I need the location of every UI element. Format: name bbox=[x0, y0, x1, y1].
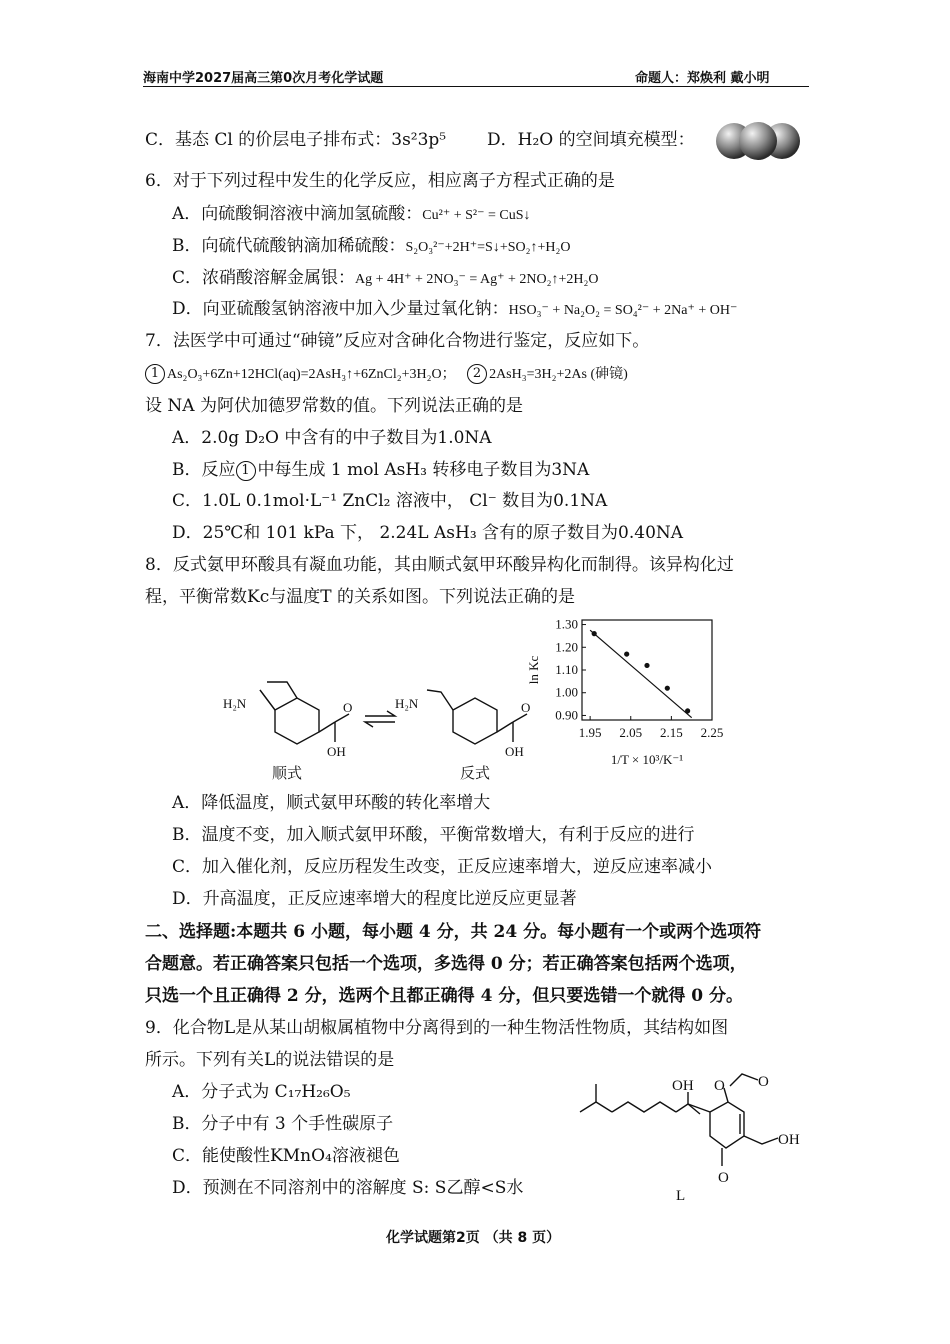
q8-option-d: D．升高温度，正反应速率增大的程度比逆反应更显著 bbox=[172, 889, 577, 909]
cis-ch2-bond bbox=[260, 690, 275, 710]
q7-option-d: D．25℃和 101 kPa 下， 2.24L AsH₃ 含有的原子数目为0.40NA bbox=[172, 523, 684, 543]
exam-title: 海南中学2027届高三第0次月考化学试题 bbox=[143, 71, 384, 86]
q8-stem-line-2: 程，平衡常数Kc与温度T 的关系如图。下列说法正确的是 bbox=[145, 587, 575, 607]
q7-option-b bbox=[172, 459, 589, 481]
exam-authors: 命题人：郑焕利 戴小明 bbox=[635, 71, 770, 86]
q6-option-b bbox=[172, 235, 571, 259]
y-axis-label: ln Kc bbox=[526, 655, 541, 685]
l-ketone-o-label: O bbox=[718, 1170, 729, 1186]
y-tick-label: 1.20 bbox=[555, 639, 578, 655]
l-hydroxymethyl bbox=[744, 1136, 778, 1144]
q7-stem: 7．法医学中可通过“砷镜”反应对含砷化合物进行鉴定，反应如下。 bbox=[145, 331, 650, 351]
q5-option-d: D．H₂O 的空间填充模型： bbox=[487, 130, 695, 150]
data-point bbox=[685, 708, 690, 713]
page-footer: 化学试题第2页 （共 8 页） bbox=[386, 1230, 561, 1246]
l-carbonyl-o-label: O bbox=[758, 1074, 769, 1090]
cis-oh-label: OH bbox=[327, 744, 346, 759]
reaction-1-equation: As₂O₃+6Zn+12HCl(aq)=2AsH₃↑+6ZnCl₂+3H₂O； bbox=[167, 367, 456, 382]
header-divider bbox=[143, 86, 809, 87]
q9-option-a: A．分子式为 C₁₇H₂₆O₅ bbox=[172, 1082, 351, 1102]
trans-aminomethyl-chain bbox=[427, 690, 453, 710]
cis-h2n-label: H₂N bbox=[223, 696, 247, 711]
trans-o-label: O bbox=[521, 700, 531, 715]
x-tick-label: 2.15 bbox=[660, 725, 683, 740]
q6-option-b-text: B．向硫代硫酸钠滴加稀硫酸： bbox=[172, 236, 406, 256]
q6-option-d-equation: HSO₃⁻ + Na₂O₂ = SO₄²⁻ + 2Na⁺ + OH⁻ bbox=[508, 303, 738, 318]
q8-stem-line-1: 8．反式氨甲环酸具有凝血功能，其由顺式氨甲环酸异构化而制得。该异构化过 bbox=[145, 555, 734, 575]
trans-cyclohexane-ring bbox=[453, 698, 497, 744]
q8-option-a: A．降低温度，顺式氨甲环酸的转化率增大 bbox=[172, 793, 491, 813]
cis-caption: 顺式 bbox=[272, 764, 303, 782]
data-point bbox=[665, 686, 670, 691]
compound-l-label: L bbox=[676, 1188, 686, 1204]
q7-option-b-reaction-number: 1 bbox=[236, 461, 256, 481]
section2-instructions-line-1: 二、选择题:本题共 6 小题，每小题 4 分，共 24 分。每小题有一个或两个选项符 bbox=[145, 922, 762, 942]
l-oh-label-2: OH bbox=[778, 1132, 800, 1148]
compound-l-structure bbox=[570, 1062, 810, 1207]
q6-option-c bbox=[172, 267, 599, 291]
q9-stem-line-1: 9．化合物L是从某山胡椒属植物中分离得到的一种生物活性物质，其结构如图 bbox=[145, 1018, 729, 1038]
l-acetyl-group bbox=[730, 1074, 758, 1086]
cis-carbonyl-double-bond bbox=[335, 714, 349, 722]
q6-option-c-text: C．浓硝酸溶解金属银： bbox=[172, 268, 356, 288]
q6-option-a-equation: Cu²⁺ + S²⁻ = CuS↓ bbox=[422, 208, 531, 223]
l-quaternary-carbon-bond bbox=[676, 1104, 688, 1112]
q6-stem: 6．对于下列过程中发生的化学反应，相应离子方程式正确的是 bbox=[145, 171, 615, 191]
y-tick-label: 1.10 bbox=[555, 662, 578, 677]
x-tick-label: 2.05 bbox=[619, 725, 643, 740]
q6-option-c-equation: Ag + 4H⁺ + 2NO₃⁻ = Ag⁺ + 2NO₂↑+2H₂O bbox=[355, 272, 599, 287]
trans-caption: 反式 bbox=[460, 764, 491, 782]
q8-option-b: B．温度不变，加入顺式氨甲环酸，平衡常数增大，有利于反应的进行 bbox=[172, 825, 695, 845]
cis-cyclohexane-ring bbox=[275, 698, 319, 744]
q9-option-b: B．分子中有 3 个手性碳原子 bbox=[172, 1114, 394, 1134]
reverse-arrow bbox=[365, 722, 395, 727]
l-side-chain bbox=[612, 1102, 676, 1112]
trans-carboxyl-bond bbox=[497, 722, 513, 732]
water-space-filling-model bbox=[712, 120, 804, 162]
l-isopropylidene bbox=[580, 1102, 612, 1112]
q7-option-b-prefix: B．反应 bbox=[172, 460, 236, 480]
q6-option-a-text: A．向硫酸铜溶液中滴加氢硫酸： bbox=[172, 204, 423, 224]
cis-carboxyl-bond bbox=[319, 722, 335, 732]
atom-sphere-center bbox=[739, 122, 777, 160]
cis-aminomethyl-chain bbox=[267, 682, 297, 698]
trend-line bbox=[590, 630, 692, 718]
x-tick-label: 2.25 bbox=[700, 725, 724, 740]
section2-instructions-line-2: 合题意。若正确答案只包括一个选项，多选得 0 分；若正确答案包括两个选项， bbox=[145, 954, 747, 974]
data-point bbox=[644, 663, 649, 668]
x-axis-label: 1/T × 10³/K⁻¹ bbox=[610, 752, 684, 767]
l-oh-label-1: OH bbox=[672, 1078, 694, 1094]
trans-oh-label: OH bbox=[505, 744, 524, 759]
q7-option-b-text: 中每生成 1 mol AsH₃ 转移电子数目为3NA bbox=[257, 460, 590, 480]
l-cyclohexenone-ring bbox=[710, 1102, 744, 1148]
x-tick-label: 1.95 bbox=[578, 725, 602, 740]
forward-arrow bbox=[365, 711, 395, 716]
plot-frame bbox=[582, 620, 712, 720]
q9-option-c: C．能使酸性KMnO₄溶液褪色 bbox=[172, 1146, 400, 1166]
reaction-2-equation: 2AsH₃=3H₂+2As (砷镜) bbox=[489, 367, 628, 382]
y-tick-label: 1.30 bbox=[555, 616, 578, 632]
q6-option-d-text: D．向亚硫酸氢钠溶液中加入少量过氧化钠： bbox=[172, 299, 509, 319]
data-point bbox=[624, 651, 629, 656]
q6-option-a bbox=[172, 203, 531, 227]
y-tick-label: 0.90 bbox=[555, 707, 578, 723]
q6-option-d bbox=[172, 298, 737, 322]
reaction-2-number: 2 bbox=[467, 364, 487, 384]
q9-option-d: D．预测在不同溶剂中的溶解度 S: S乙醇<S水 bbox=[172, 1178, 524, 1198]
q6-option-b-equation: S₂O₃²⁻+2H⁺=S↓+SO₂↑+H₂O bbox=[405, 240, 571, 255]
lnkc-vs-inverse-t-chart bbox=[520, 612, 750, 784]
l-ester-o-label: O bbox=[714, 1078, 725, 1094]
section2-instructions-line-3: 只选一个且正确得 2 分，选两个且都正确得 4 分，但只要选错一个就得 0 分。 bbox=[145, 986, 743, 1006]
q7-reactions bbox=[145, 362, 628, 386]
isomerization-scheme bbox=[215, 660, 545, 785]
q7-option-c: C．1.0L 0.1mol·L⁻¹ ZnCl₂ 溶液中， Cl⁻ 数目为0.1NA bbox=[172, 491, 608, 511]
q9-stem-line-2: 所示。下列有关L的说法错误的是 bbox=[145, 1050, 395, 1070]
q8-option-c: C．加入催化剂，反应历程发生改变，正反应速率增大，逆反应速率减小 bbox=[172, 857, 713, 877]
q7-given: 设 NA 为阿伏加德罗常数的值。下列说法正确的是 bbox=[145, 396, 523, 416]
l-ring-link bbox=[688, 1104, 710, 1112]
trans-h2n-label: H₂N bbox=[395, 696, 419, 711]
q7-option-a: A．2.0g D₂O 中含有的中子数目为1.0NA bbox=[172, 428, 492, 448]
q5-option-c: C．基态 Cl 的价层电子排布式：3s²3p⁵ bbox=[145, 130, 447, 150]
data-point bbox=[592, 631, 597, 636]
cis-o-label: O bbox=[343, 700, 353, 715]
y-tick-label: 1.00 bbox=[555, 684, 578, 700]
reaction-1-number: 1 bbox=[145, 364, 165, 384]
